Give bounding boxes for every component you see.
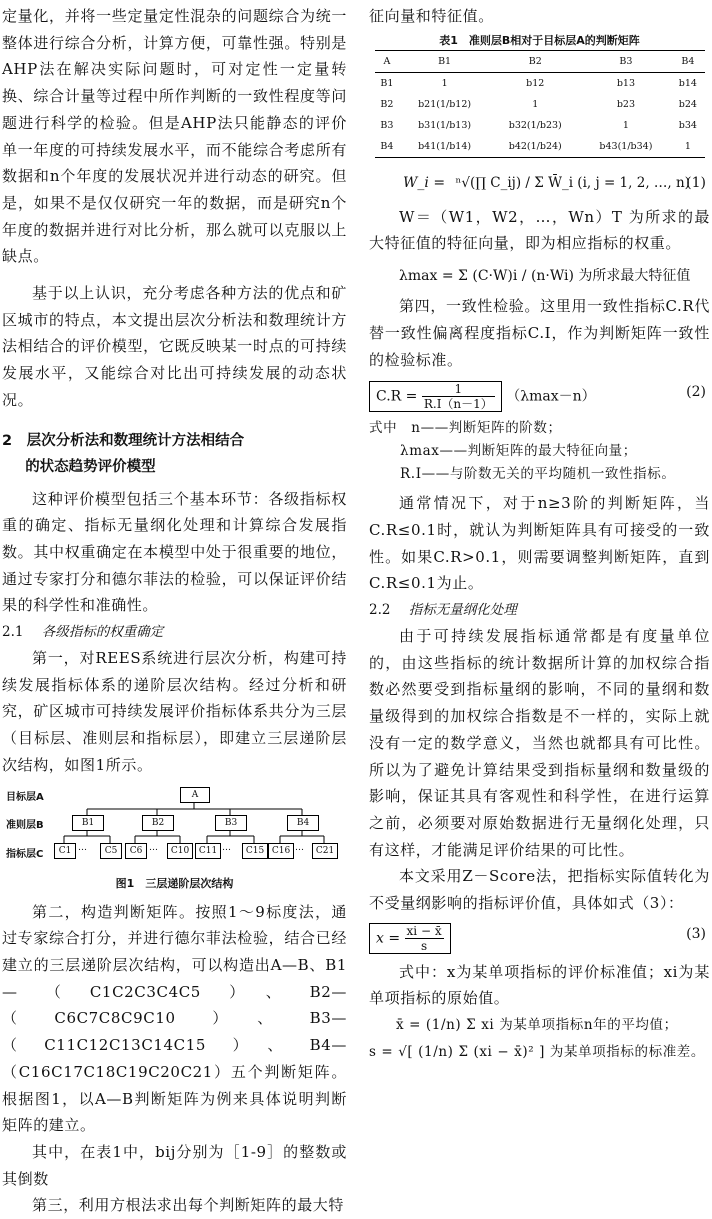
node-index: C16 <box>268 843 294 859</box>
fraction <box>405 924 444 953</box>
subsection-title <box>369 597 710 623</box>
left-column <box>2 0 347 1219</box>
equation-body: ⁿ√(∏ C_ij) / Σ W̄_i (i, j = 1, 2, …, n) <box>455 174 690 191</box>
table-cell: b24 <box>678 98 697 110</box>
subsection-number: 2.1 <box>2 624 24 641</box>
table-cell: b13 <box>616 77 635 89</box>
paragraph: W＝（W1，W2，…，Wn）T 为所求的最大特征值的特征向量，即为相应指标的权重。 <box>369 207 710 253</box>
where-line: λmax——判断矩阵的最大特征向量； <box>400 443 637 460</box>
node-index: C15 <box>242 843 268 859</box>
fraction-denominator: s <box>420 938 428 953</box>
subsection-title <box>2 619 347 645</box>
table-cell: 1 <box>532 98 539 110</box>
equation-3 <box>369 923 710 953</box>
where-line: R.I——与阶数无关的平均随机一致性指标。 <box>400 466 676 483</box>
section-title: 2 层次分析法和数理统计方法相结合 <box>2 432 245 449</box>
figure-caption: 图1 三层递阶层次结构 <box>115 876 234 890</box>
paragraph: 其中，在表1中，bij分别为［1-9］的整数或其倒数 <box>2 1142 347 1188</box>
table-cell: 1 <box>622 119 629 131</box>
equation-lhs: C.R = <box>376 388 418 405</box>
table-cell: 1 <box>671 136 704 158</box>
table-header-cell: B3 <box>581 50 672 72</box>
paragraph: 本文采用Z－Score法，把指标实际值转化为不受量纲影响的指标评价值，具体如式（3）： <box>369 867 710 913</box>
table-cell: b14 <box>678 77 697 89</box>
paragraph: 式中：x为某单项指标的评价标准值；xi为某单项指标的原始值。 <box>369 962 710 1008</box>
equation-tail: （λmax－n） <box>506 388 596 405</box>
paragraph: 这种评价模型包括三个基本环节：各级指标权重的确定、指标无量纲化处理和计算综合发展指数。其中权重确定在本模型中处于很重要的地位，通过专家打分和德尔菲法的检验，可以保证评价结果的科学性和准确性。 <box>2 489 347 615</box>
node-criteria: B4 <box>287 815 319 831</box>
equation-number: (2) <box>686 384 706 401</box>
equation-box <box>369 381 502 412</box>
section-title-line2: 的状态趋势评价模型 <box>25 458 156 475</box>
node-criteria: B1 <box>72 815 104 831</box>
table-cell: B4 <box>375 136 400 158</box>
table-header-cell: A <box>375 50 400 72</box>
table-cell: b42(1/b24) <box>490 136 581 158</box>
equation-1 <box>369 172 710 202</box>
table-cell: b31(1/b13) <box>418 119 472 131</box>
equation-tail: 为所求最大特征值 <box>578 268 691 285</box>
table-cell: b23 <box>616 98 635 110</box>
paragraph: 征向量和特征值。 <box>369 7 494 25</box>
fraction-numerator: xi − x̄ <box>406 923 442 938</box>
table-row <box>375 115 705 136</box>
node-index: C21 <box>312 843 338 859</box>
equation-2 <box>369 381 710 411</box>
table-cell: B2 <box>380 98 394 110</box>
equation-sd: s = √[ (1/n) Σ (xi − x̄)² ] 为某单项指标的标准差。 <box>369 1043 706 1060</box>
equation-number: (3) <box>686 925 706 942</box>
paragraph: 由于可持续发展指标通常都是有度量单位的，由这些指标的统计数据所计算的加权综合指数必然要受到指标量纲的影响，不同的量纲和数量级得到的加权综合指数是不一样的，实际上就没有一定的数学意义，当然也就都具有可比性。所以为了避免计算结果受到指标量纲和数量级的影响，保证其具有客观性和科学性，在进行运算之前，必须要对原始数据进行无量纲化处理，只有这样，才能满足评价结果的可比性。 <box>369 627 710 859</box>
fraction-numerator: 1 <box>422 382 495 397</box>
table-caption: 表1 准则层B相对于目标层A的判断矩阵 <box>439 33 640 47</box>
right-column <box>369 0 710 1066</box>
table-header-cell: B1 <box>399 50 490 72</box>
table-header-cell: B4 <box>671 50 704 72</box>
paragraph: 定量化，并将一些定量定性混杂的问题综合为统一整体进行综合分析，计算方便，可靠性强。特别是AHP法在解决实际问题时，可对定性一定量转换、综合计量等过程中所作判断的一致性程度等问题进行科学的检验。但是AHP法只能静态的评价单一年度的可持续发展水平，而不能综合考虑所有数据和n个年度的发展状况并进行动态的研究。但是，如果不是仅仅研究一年的数据，而是研究n个年度的数据并进行对比分析，那么就可以克服以上缺点。 <box>2 7 347 266</box>
table-cell: B1 <box>380 77 394 89</box>
paragraph: 第一，对REES系统进行层次分析，构建可持续发展指标体系的递阶层次结构。经过分析和研究，矿区城市可持续发展评价指标体系共分为三层（目标层、准则层和指标层），即建立三层递阶层次结构，如图1所示。 <box>2 649 347 774</box>
ellipsis: … <box>149 842 158 853</box>
paragraph: 第二，构造判断矩阵。按照1～9标度法，通过专家综合打分，并进行德尔菲法检验，结合已经建立的三层递阶层次结构，可以构造出A—B、B1—（C1C2C3C4C5）、B2—（C6C7C8C9C10）、B3—（C11C12C13C14C15）、B4—（C16C17C18C19C20C21）五个判断矩阵。根据图1，以A—B判断矩阵为例来具体说明判断矩阵的建立。 <box>2 902 347 1135</box>
node-criteria: B3 <box>215 815 247 831</box>
equation-lhs: W_i = <box>403 174 446 191</box>
table-cell: b43(1/b34) <box>581 136 672 158</box>
table-cell: 1 <box>441 77 448 89</box>
table-header-row <box>375 50 705 72</box>
table-cell: b32(1/b23) <box>508 119 562 131</box>
ellipsis: … <box>78 842 87 853</box>
judgement-matrix-table <box>375 50 705 158</box>
node-index: C10 <box>167 843 193 859</box>
table-cell: b34 <box>678 119 697 131</box>
goal-layer-label: 目标层A <box>6 791 44 803</box>
subsection-number: 2.2 <box>369 602 391 619</box>
node-criteria: B2 <box>142 815 174 831</box>
table-row <box>375 72 705 94</box>
equation-number: (1) <box>686 174 706 191</box>
equation-lambda <box>369 265 710 287</box>
table-cell: b12 <box>526 77 545 89</box>
fraction <box>422 382 495 411</box>
equation-lhs: x = <box>376 930 401 947</box>
table-header-cell: B2 <box>490 50 581 72</box>
paragraph: 基于以上认识，充分考虑各种方法的优点和矿区城市的特点，本文提出层次分析法和数理统计方法相结合的评价模型，它既反映某一时点的可持续发展水平，又能综合对比出可持续发展的动态状况。 <box>2 284 347 409</box>
index-layer-label: 指标层C <box>6 848 44 860</box>
ellipsis: … <box>295 842 304 853</box>
table-cell: b21(1/b12) <box>418 98 472 110</box>
paragraph: 第三，利用方根法求出每个判断矩阵的最大特 <box>32 1196 345 1215</box>
table-row <box>375 94 705 115</box>
equation-box <box>369 923 451 954</box>
subsection-label: 指标无量纲化处理 <box>408 602 517 619</box>
hierarchy-figure <box>2 785 347 871</box>
node-index: C6 <box>125 843 147 859</box>
table-cell: B3 <box>380 119 394 131</box>
criteria-layer-label: 准则层B <box>6 819 44 831</box>
node-index: C1 <box>54 843 76 859</box>
where-line: 式中 n——判断矩阵的阶数； <box>369 420 562 437</box>
fraction-denominator: R.I（n－1） <box>423 397 493 412</box>
paragraph: 通常情况下，对于n≥3阶的判断矩阵，当C.R≤0.1时，就认为判断矩阵具有可接受的一致性。如果C.R>0.1，则需要调整判断矩阵，直到C.R≤0.1为止。 <box>369 494 710 593</box>
ellipsis: … <box>222 842 231 853</box>
equation-mean: x̄ = (1/n) Σ xi 为某单项指标n年的平均值； <box>396 1017 678 1034</box>
equation-body: λmax = Σ (C·W)i / (n·Wi) <box>399 268 574 285</box>
table-row <box>375 136 705 158</box>
node-index: C5 <box>100 843 122 859</box>
paragraph: 第四，一致性检验。这里用一致性指标C.R代替一致性偏离程度指标C.I，作为判断矩阵一致性的检验标准。 <box>369 297 710 369</box>
node-index: C11 <box>195 843 221 859</box>
subsection-label: 各级指标的权重确定 <box>41 624 164 641</box>
node-goal: A <box>180 787 210 803</box>
table-cell: b41(1/b14) <box>399 136 490 158</box>
